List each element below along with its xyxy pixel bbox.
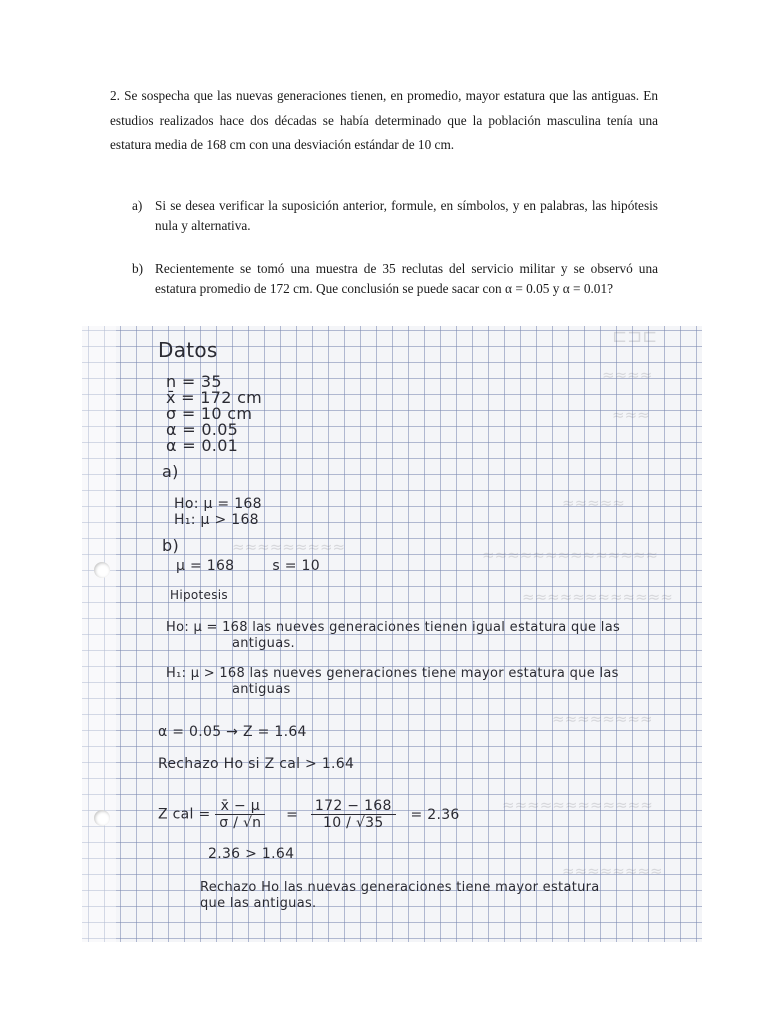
problem-text: 2. Se sospecha que las nuevas generaciones tienen, en promedio, mayor estatura que las antiguas. En estudios realizados hace dos décadas se había determinado que la población masculina tenía una estatura media de 168 cm con una desviación estándar de 10 cm. [110, 88, 658, 152]
conclusion-line-cont: que las antiguas. [200, 896, 317, 911]
handwritten-notebook-page [82, 326, 702, 942]
part-a-label: a) [162, 462, 179, 481]
bleed-through-mark: ≈≈≈≈≈≈≈≈≈≈≈≈ [502, 796, 653, 814]
notes-title: Datos [158, 338, 218, 362]
conclusion-line: Rechazo Ho las nuevas generaciones tiene mayor estatura [200, 880, 600, 895]
bleed-through-mark: ≈≈≈≈≈≈≈≈≈≈≈≈ [522, 588, 673, 606]
binder-hole-top [94, 562, 110, 578]
comparison: 2.36 > 1.64 [208, 846, 295, 862]
hypothesis-heading: Hipotesis [170, 588, 228, 602]
equals-sign: = [286, 806, 299, 823]
null-hypothesis-words-cont: antiguas. [232, 636, 295, 651]
bleed-through-mark: ≈≈≈ [612, 406, 650, 424]
z-statistic-formula [158, 798, 460, 831]
question-b-text: Recientemente se tomó una muestra de 35 reclutas del servicio militar y se observó una estatura promedio de 172 cm. Que conclusión se puede sacar con α = 0.05 y α = 0.01? [155, 261, 658, 296]
alt-hypothesis-words: H₁: μ > 168 las nueves generaciones tiene mayor estatura que las [166, 666, 619, 681]
problem-statement [110, 84, 658, 158]
question-b-label: b) [132, 261, 144, 276]
substituted-denominator: 10 / √35 [323, 815, 384, 831]
question-b [110, 259, 658, 299]
data-line: x̄ = 172 cm [166, 388, 263, 407]
alt-hypothesis-symbol: H₁: μ > 168 [174, 512, 259, 528]
formula-fraction [215, 798, 265, 831]
formula-denominator: σ / √n [219, 815, 262, 831]
bleed-through-mark: ⊏⊐⊏ [612, 326, 658, 347]
bleed-through-mark: ≈≈≈≈ [602, 366, 653, 384]
formula-numerator: x̄ − μ [215, 798, 265, 815]
data-line: σ = 10 cm [166, 404, 253, 423]
parameters-line: μ = 168 s = 10 [176, 558, 320, 574]
bleed-through-mark: ≈≈≈≈≈≈≈≈≈≈≈≈≈≈ [482, 546, 658, 564]
substituted-numerator: 172 − 168 [311, 798, 396, 815]
null-hypothesis-words: Ho: μ = 168 las nueves generaciones tienen igual estatura que las [166, 620, 621, 635]
question-a-label: a) [132, 198, 143, 213]
substituted-fraction [311, 798, 396, 831]
null-hypothesis-symbol: Ho: μ = 168 [174, 496, 262, 512]
data-line: α = 0.01 [166, 436, 239, 455]
bleed-through-mark: ≈≈≈≈≈≈≈≈ [562, 862, 663, 880]
z-result: = 2.36 [410, 806, 460, 823]
question-a [110, 196, 658, 236]
data-line: n = 35 [166, 372, 222, 391]
alpha-critical-value: α = 0.05 → Z = 1.64 [158, 724, 307, 740]
binder-hole-bottom [94, 810, 110, 826]
alt-hypothesis-words-cont: antiguas [232, 682, 291, 697]
data-line: α = 0.05 [166, 420, 239, 439]
bleed-through-mark: ≈≈≈≈≈≈≈≈ [552, 710, 653, 728]
z-cal-label: Z cal = [158, 806, 211, 823]
rejection-rule: Rechazo Ho si Z cal > 1.64 [158, 756, 355, 772]
bleed-through-mark: ≈≈≈≈≈ [562, 494, 625, 512]
perforated-edge [82, 326, 116, 942]
part-b-label: b) [162, 536, 179, 555]
bleed-through-mark: ≈≈≈≈≈≈≈≈≈ [232, 538, 346, 556]
question-a-text: Si se desea verificar la suposición anterior, formule, en símbolos, y en palabras, las hipótesis nula y alternativa. [155, 198, 658, 233]
